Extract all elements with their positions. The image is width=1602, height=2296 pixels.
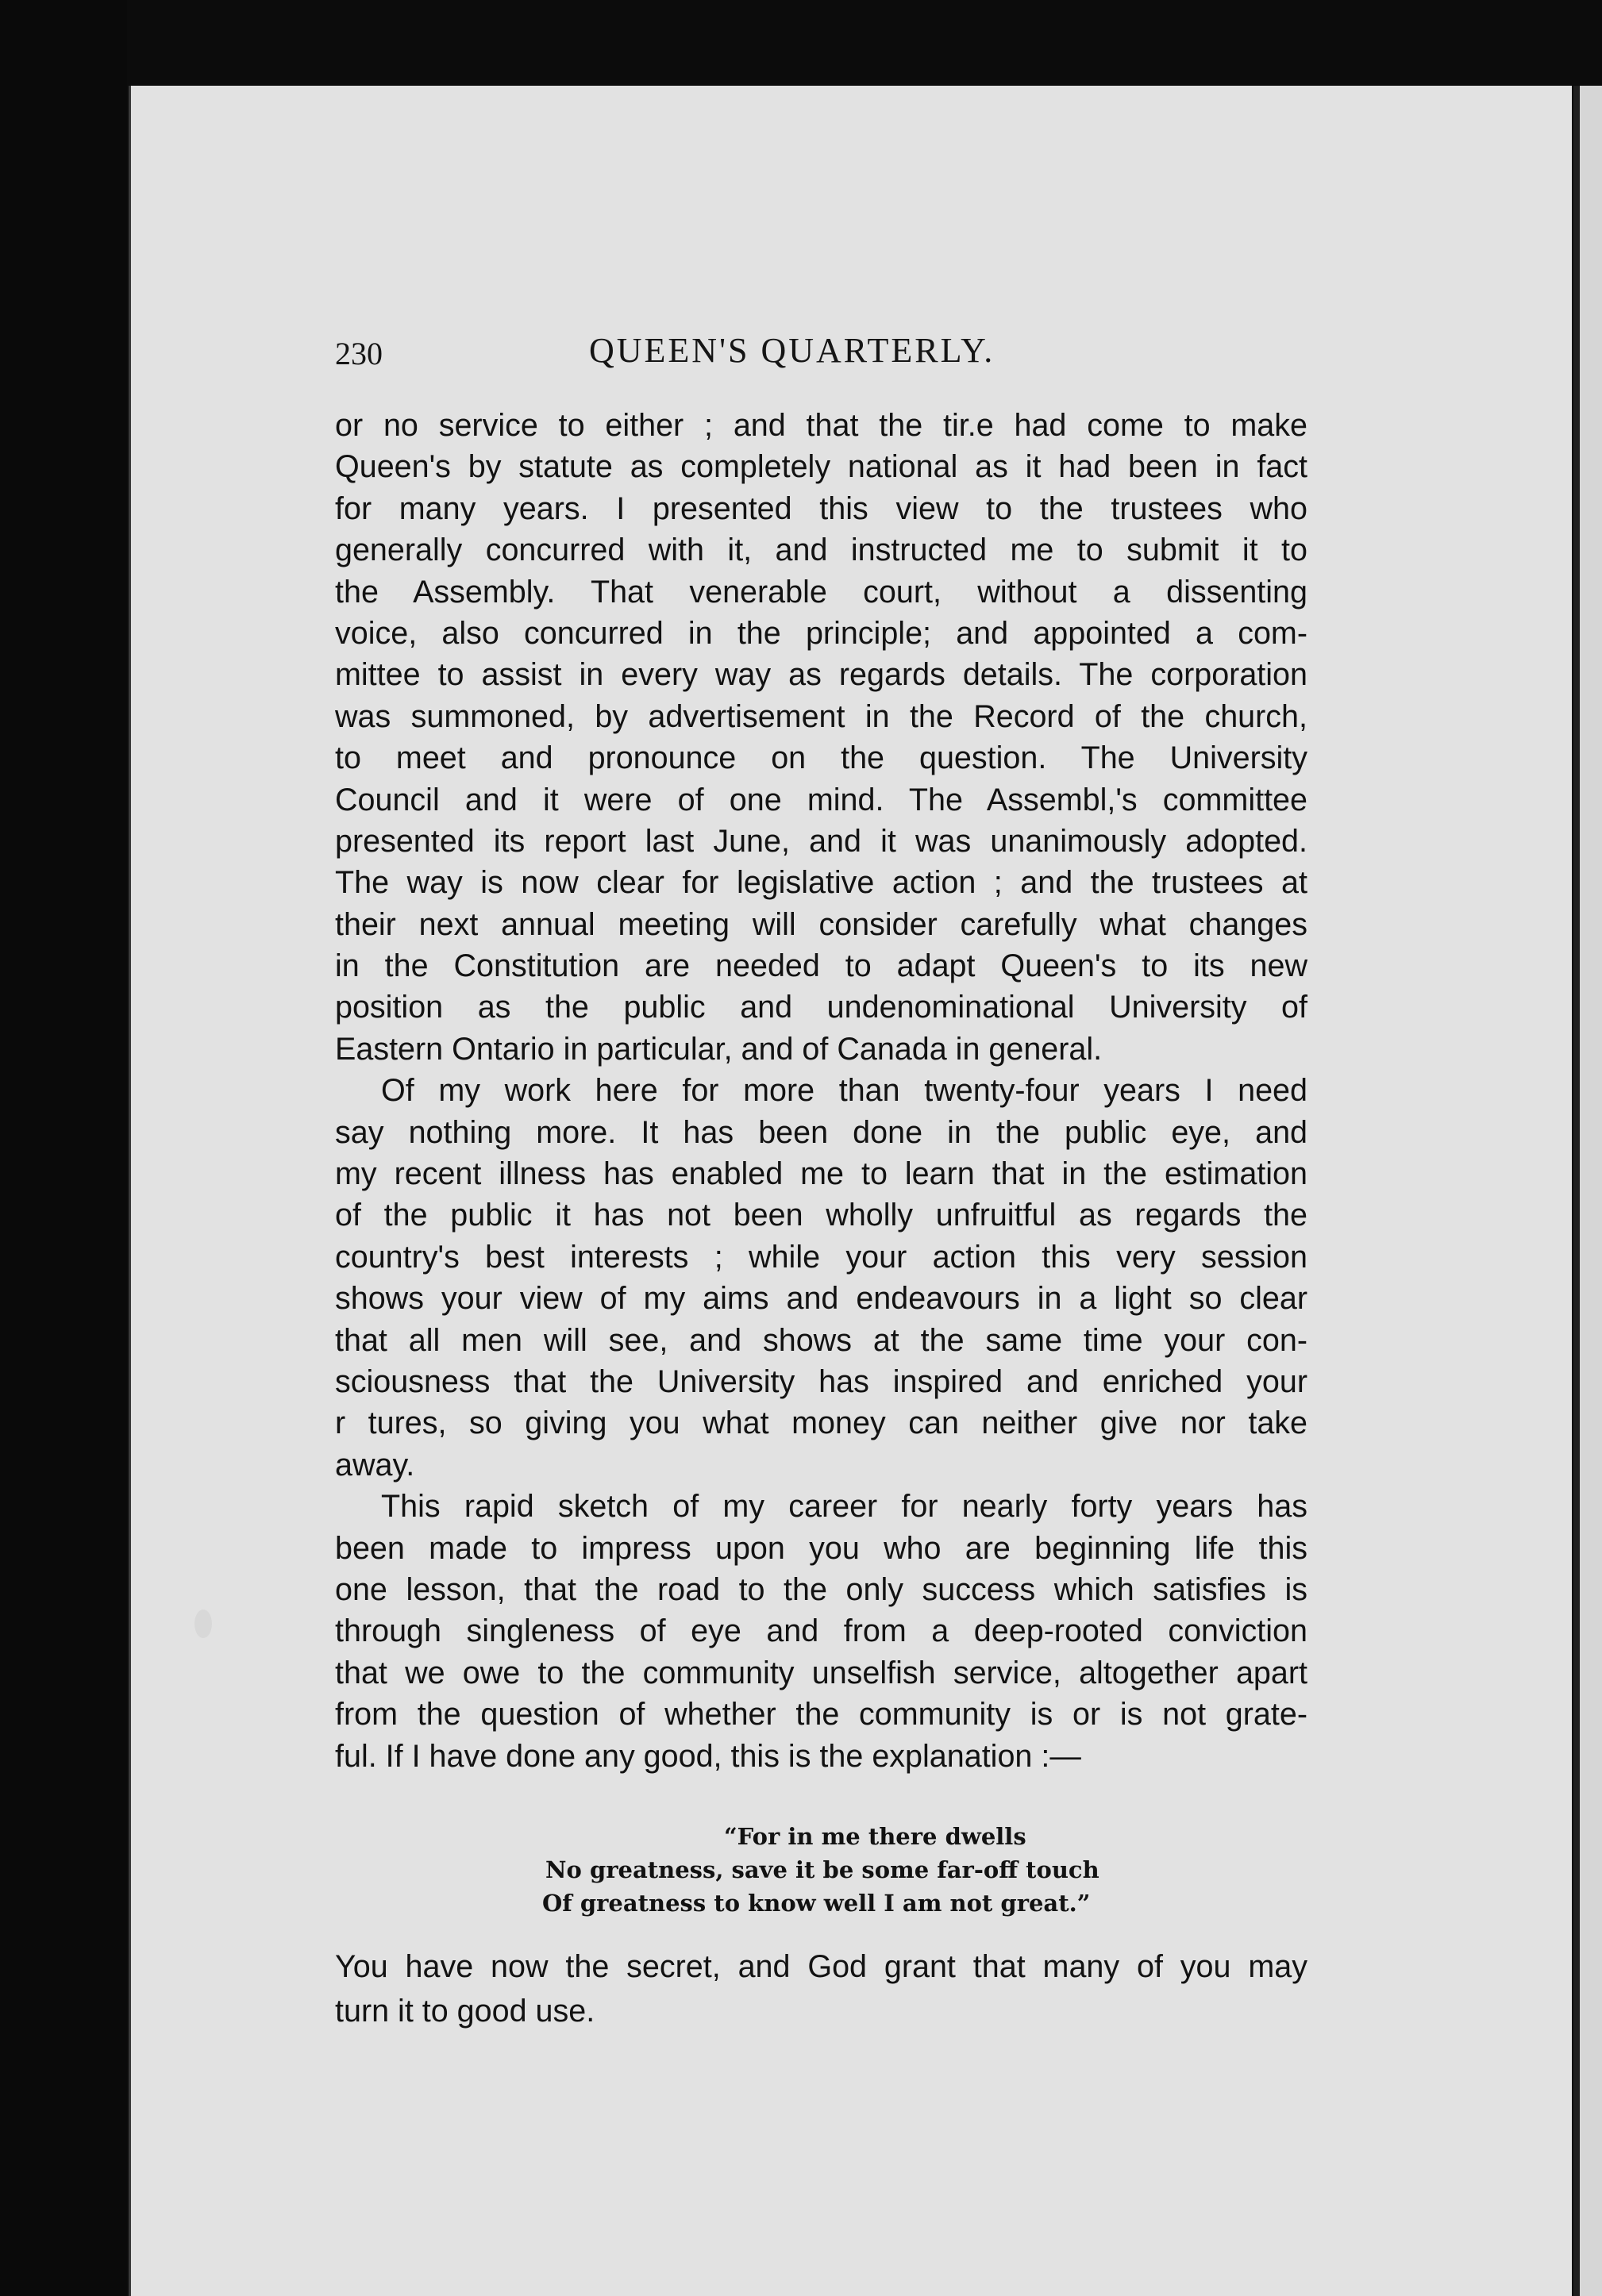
scan-speck [194, 1610, 212, 1638]
text-line: that all men will see, and shows at the same time your con- [335, 1322, 1307, 1358]
text-line: Eastern Ontario in particular, and of Canada in general. [335, 1031, 1103, 1067]
text-line: their next annual meeting will consider carefully what changes [335, 906, 1307, 942]
text-line: mittee to assist in every way as regards details. The corporation [335, 657, 1307, 693]
text-line: You have now the secret, and God grant that many of you may [335, 1949, 1307, 1984]
text-line: ful. If I have done any good, this is the explanation :— [335, 1738, 1081, 1774]
body-text [335, 405, 1307, 1777]
text-line: through singleness of eye and from a deep-rooted conviction [335, 1613, 1307, 1649]
page-gutter [1573, 86, 1580, 2296]
text-line: that we owe to the community unselfish service, altogether apart [335, 1655, 1307, 1690]
page-number: 230 [335, 336, 383, 371]
quote-line: “For in me there dwells [724, 1823, 1026, 1850]
text-line: say nothing more. It has been done in the public eye, and [335, 1114, 1307, 1150]
text-line: presented its report last June, and it was unanimously adopted. [335, 823, 1307, 859]
running-head: QUEEN'S QUARTERLY. [589, 331, 995, 370]
text-line: in the Constitution are needed to adapt Queen's to its new [335, 948, 1307, 984]
text-line: country's best interests ; while your action this very session [335, 1239, 1307, 1275]
page-header [335, 325, 1307, 381]
text-line: or no service to either ; and that the tir.e had come to make [335, 408, 1307, 443]
text-line: from the question of whether the community is or is not grate- [335, 1697, 1307, 1733]
text-line: been made to impress upon you who are beginning life this [335, 1530, 1307, 1566]
text-line: was summoned, by advertisement in the Record of the church, [335, 698, 1307, 734]
text-line: the Assembly. That venerable court, without a dissenting [335, 574, 1307, 610]
text-line: voice, also concurred in the principle; and appointed a com- [335, 615, 1307, 651]
quote-line: No greatness, save it be some far-off touch [545, 1856, 1099, 1883]
facing-page-edge [1580, 86, 1602, 2296]
text-line: This rapid sketch of my career for nearly forty years has [381, 1489, 1307, 1525]
text-line: Council and it were of one mind. The Assembl,'s committee [335, 782, 1307, 817]
text-line: one lesson, that the road to the only success which satisfies is [335, 1571, 1307, 1607]
text-line: r tures, so giving you what money can neither give nor take [335, 1406, 1307, 1441]
text-line: sciousness that the University has inspired and enriched your [335, 1363, 1307, 1399]
text-line: generally concurred with it, and instructed me to submit it to [335, 533, 1307, 568]
text-line: position as the public and undenominational University of [335, 990, 1307, 1025]
text-line: shows your view of my aims and endeavours in a light so clear [335, 1281, 1307, 1317]
text-line: to meet and pronounce on the question. The University [335, 740, 1307, 776]
text-line: my recent illness has enabled me to learn that in the estimation [335, 1156, 1307, 1192]
text-line: for many years. I presented this view to the trustees who [335, 490, 1307, 526]
text-line: Of my work here for more than twenty-four years I need [381, 1073, 1307, 1109]
quote-line: Of greatness to know well I am not great.” [542, 1890, 1091, 1917]
text-line: The way is now clear for legislative action ; and the trustees at [335, 865, 1307, 901]
text-line: turn it to good use. [335, 1994, 595, 2029]
text-line: of the public it has not been wholly unfruitful as regards the [335, 1198, 1307, 1233]
closing-paragraph [335, 1944, 1307, 2033]
verse-quote [335, 1820, 1307, 1920]
text-line: away. [335, 1447, 415, 1483]
text-line: Queen's by statute as completely national as it had been in fact [335, 449, 1307, 485]
scan-left-margin [0, 0, 127, 2296]
